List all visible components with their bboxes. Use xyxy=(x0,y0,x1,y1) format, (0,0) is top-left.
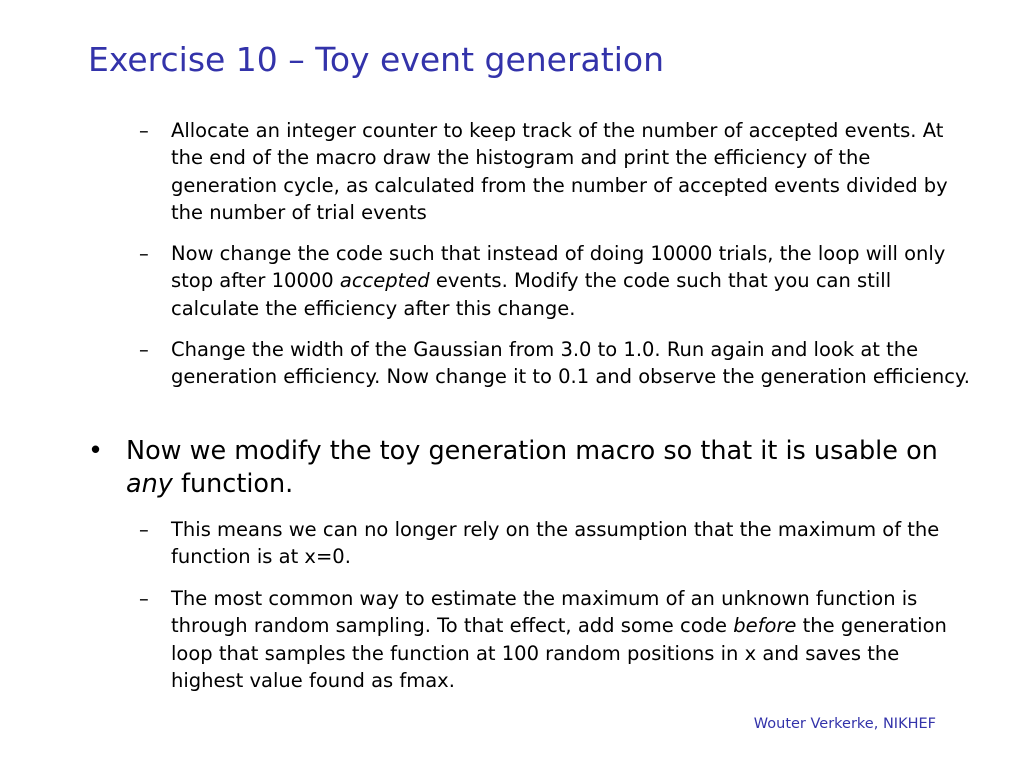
dash-marker: – xyxy=(139,518,149,541)
sub-bullet-text-post: the generation loop that samples the function at 100 random positions in x and saves the highest value found as fmax. xyxy=(171,614,947,692)
footer-author: Wouter Verkerke, NIKHEF xyxy=(753,716,936,732)
dash-marker: – xyxy=(139,338,149,361)
slide-title: Exercise 10 – Toy event generation xyxy=(88,40,664,79)
sub-bullet-text-pre: The most common way to estimate the maximum of an unknown function is through random sampling. To that effect, add some code xyxy=(171,587,918,638)
sub-bullet-text-post: events. Modify the code such that you can still calculate the efficiency after this change. xyxy=(171,269,892,320)
sub-bullet-emphasis: before xyxy=(733,614,797,638)
sub-bullet-text: Allocate an integer counter to keep track of the number of accepted events. At the end of the macro draw the histogram and print the efficiency of the generation cycle, as calculated from the number of accepted events divided by the number of trial events xyxy=(171,119,948,224)
dash-marker: – xyxy=(139,587,149,610)
bullet-marker: • xyxy=(88,436,104,466)
sub-bullet-text: Change the width of the Gaussian from 3.0 to 1.0. Run again and look at the generation efficiency. Now change it to 0.1 and observe the generation efficiency. xyxy=(171,338,970,389)
dash-marker: – xyxy=(139,242,149,265)
sub-bullet-random-sampling xyxy=(139,585,971,694)
main-bullet-any-function xyxy=(88,435,946,501)
sub-bullet-emphasis: accepted xyxy=(339,269,430,293)
sub-bullet-text: This means we can no longer rely on the assumption that the maximum of the function is at x=0. xyxy=(171,518,940,569)
dash-marker: – xyxy=(139,119,149,142)
main-bullet-text-post: function. xyxy=(172,469,294,499)
sub-bullet-counter xyxy=(139,117,971,226)
sub-bullet-accepted xyxy=(139,240,971,322)
sub-bullet-assumption xyxy=(139,516,971,571)
sub-bullet-text-pre: Now change the code such that instead of doing 10000 trials, the loop will only stop after 10000 xyxy=(171,242,946,293)
main-bullet-emphasis: any xyxy=(126,469,173,499)
main-bullet-text-pre: Now we modify the toy generation macro so that it is usable on xyxy=(126,436,938,466)
sub-bullet-gaussian-width xyxy=(139,336,971,391)
